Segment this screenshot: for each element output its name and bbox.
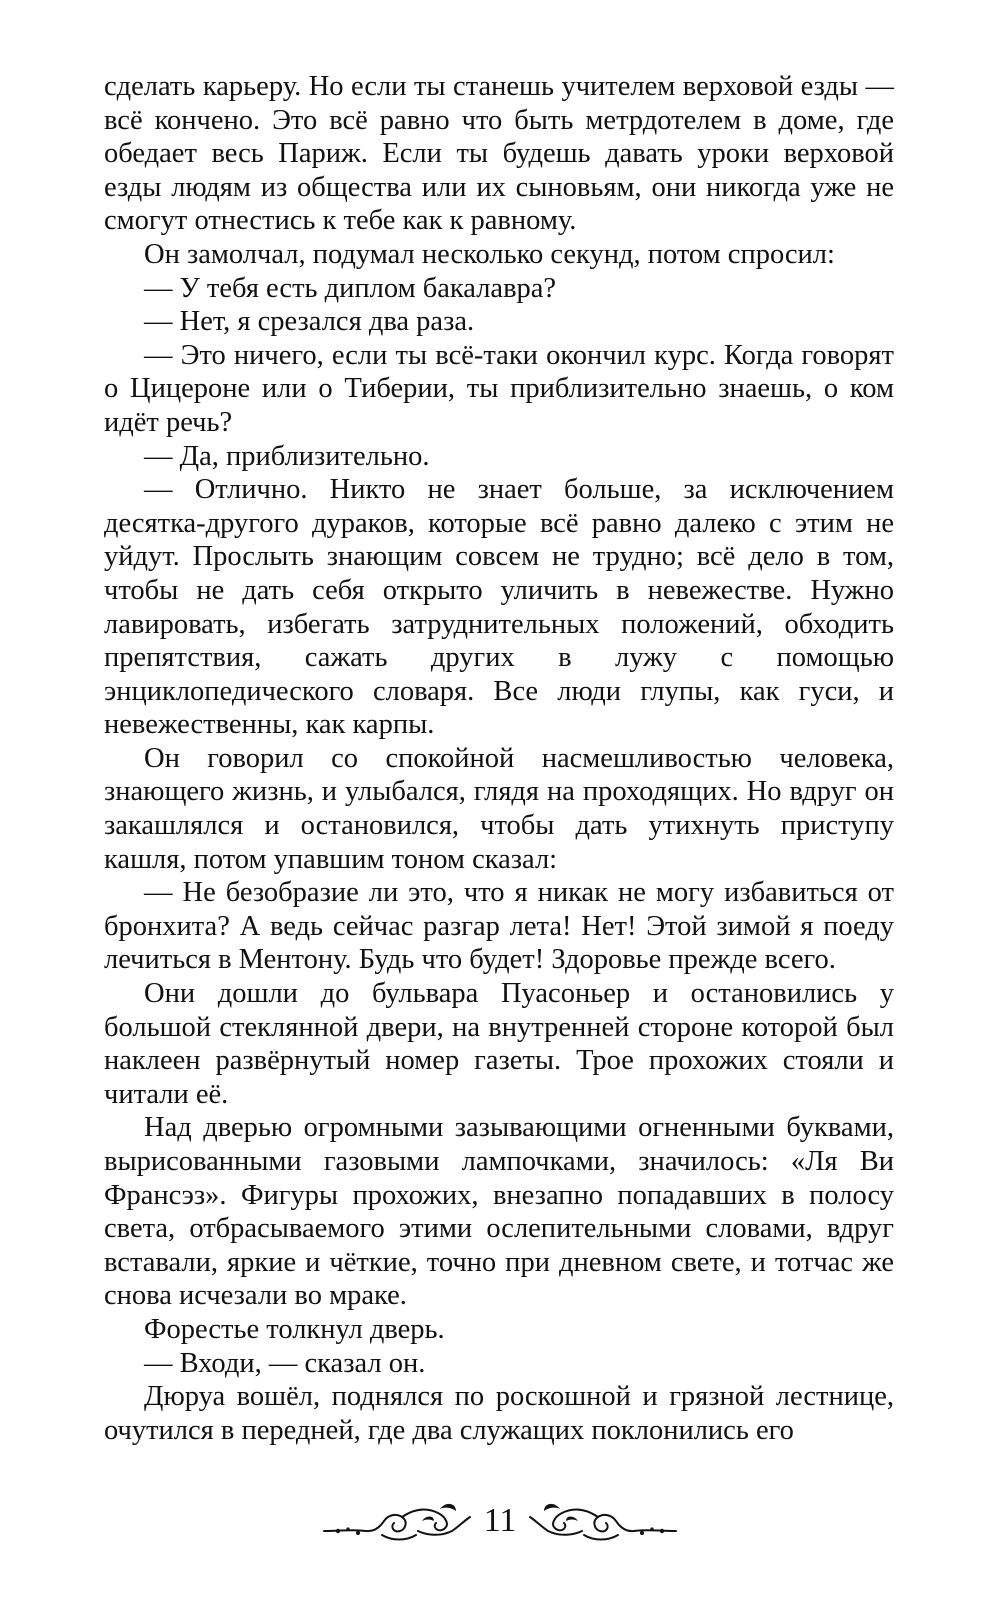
flourish-ornament-icon	[322, 1491, 472, 1551]
paragraph: Они дошли до бульвара Пуасоньер и остановились у большой стеклянной двери, на внутренней стороне которой был наклеен развёрнутый номер газеты. Трое прохожих стояли и читали её.	[104, 978, 894, 1110]
paragraph: — Нет, я срезался два раза.	[144, 306, 475, 338]
paragraph: сделать карьеру. Но если ты станешь учителем верховой езды — всё кончено. Это всё равно что быть метрдотелем в доме, где обедает весь Париж. Если ты будешь давать уроки верховой езды людям из общества или их сыновьям, они никогда уже не смогут отнестись к тебе как к равному.	[104, 71, 894, 237]
paragraph: Дюруа вошёл, поднялся по роскошной и грязной лестнице, очутился в передней, где два служащих поклонились его	[104, 1381, 894, 1446]
paragraph: Над дверью огромными зазывающими огненными буквами, вырисованными газовыми лампочками, значилось: «Ля Ви Франсэз». Фигуры прохожих, внезапно попадавших в полосу света, отбрасываемого этими ослепительными словами, вдруг вставали, яркие и чёткие, точно при дневном свете, и тотчас же снова исчезали во мраке.	[104, 1112, 894, 1312]
paragraph: — Это ничего, если ты всё-таки окончил курс. Когда говорят о Цицероне или о Тиберии, ты приблизительно знаешь, о ком идёт речь?	[104, 339, 894, 438]
paragraph: — У тебя есть диплом бакалавра?	[144, 272, 557, 304]
paragraph: — Не безобразие ли это, что я никак не могу избавиться от бронхита? А ведь сейчас разгар лета! Нет! Этой зимой я поеду лечиться в Ментону. Будь что будет! Здоровье прежде всего.	[104, 877, 894, 976]
flourish-ornament-icon	[528, 1491, 678, 1551]
paragraph: — Да, приблизительно.	[144, 440, 430, 472]
page-footer	[0, 1486, 1000, 1556]
paragraph: Форестье толкнул дверь.	[144, 1313, 445, 1345]
paragraph: Он говорил со спокойной насмешливостью человека, знающего жизнь, и улыбался, глядя на проходящих. Но вдруг он закашлялся и остановился, чтобы дать утихнуть приступу кашля, потом упавшим тоном сказал:	[104, 742, 894, 875]
page-number: 11	[483, 1502, 517, 1539]
text-block	[104, 70, 894, 1447]
page-body	[104, 70, 894, 1447]
paragraph: — Отлично. Никто не знает больше, за исключением десятка-другого дураков, которые всё равно далеко с этим не уйдут. Прослыть знающим совсем не трудно; всё дело в том, чтобы не дать себя открыто уличить в невежестве. Нужно лавировать, избегать затруднительных положений, обходить препятствия, сажать других в лужу с помощью энциклопедического словаря. Все люди глупы, как гуси, и невежественны, как карпы.	[104, 474, 894, 741]
paragraph: — Входи, — сказал он.	[144, 1347, 426, 1379]
paragraph: Он замолчал, подумал несколько секунд, потом спросил:	[144, 238, 835, 270]
